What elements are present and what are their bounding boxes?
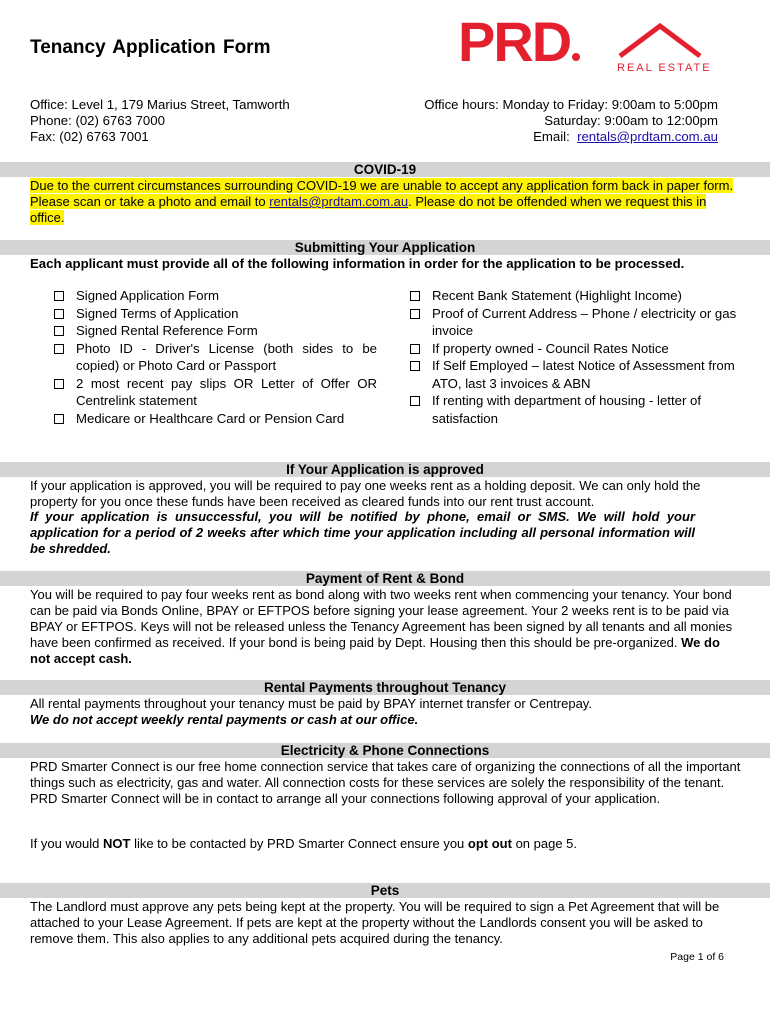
checklist-item: Signed Rental Reference Form	[52, 322, 377, 340]
checklist-item: Signed Application Form	[52, 287, 377, 305]
checklist-item: Recent Bank Statement (Highlight Income)	[408, 287, 738, 305]
checkbox-icon[interactable]	[410, 396, 420, 406]
roof-icon	[618, 22, 702, 60]
email-link[interactable]: rentals@prdtam.com.au	[577, 129, 718, 144]
office-contact	[30, 97, 290, 145]
electricity-text: PRD Smarter Connect is our free home connection service that takes care of organizing the connections of all the important things such as electricity, gas and water. All connection costs for these services are solely the responsibility of the tenant. PRD Smarter Connect will be in contact to arrange all your connections following approval of your application.	[30, 759, 741, 806]
hours-weekday: Office hours: Monday to Friday: 9:00am to 5:00pm	[424, 97, 718, 112]
submitting-intro: Each applicant must provide all of the following information in order for the application to be processed.	[30, 256, 685, 271]
checklist-item: If property owned - Council Rates Notice	[408, 340, 738, 358]
approved-heading: If Your Application is approved	[0, 462, 770, 477]
checklist-item: Photo ID - Driver's License (both sides to be copied) or Photo Card or Passport	[52, 340, 377, 375]
checkbox-icon[interactable]	[54, 379, 64, 389]
checkbox-icon[interactable]	[54, 344, 64, 354]
checklist-item: 2 most recent pay slips OR Letter of Offer OR Centrelink statement	[52, 375, 377, 410]
payment-body	[30, 587, 742, 667]
checkbox-icon[interactable]	[410, 291, 420, 301]
covid-email-link[interactable]: rentals@prdtam.com.au	[269, 194, 409, 209]
checkbox-icon[interactable]	[410, 309, 420, 319]
checkbox-icon[interactable]	[410, 361, 420, 371]
checklist-item: If renting with department of housing - letter of satisfaction	[408, 392, 738, 427]
payment-text: You will be required to pay four weeks rent as bond along with two weeks rent when commencing your tenancy. Your bond can be paid via Bonds Online, BPAY or EFTPOS before signing your lease agreement. Your 2 weeks rent is to be paid via BPAY or EFTPOS. Keys will not be released unless the Tenancy Agreement has been signed by all tenants and all monies have been confirmed as received. If your bond is being paid by Dept. Housing then this should be pre-organized.	[30, 587, 733, 650]
hours-saturday: Saturday: 9:00am to 12:00pm	[544, 113, 718, 128]
logo-text: PRD	[458, 10, 571, 73]
covid-text-1: Due to the current circumstances surrounding COVID-19 we are unable to accept any application form back in paper form. Please scan or take a photo and email to	[30, 178, 734, 209]
checklist-item: Signed Terms of Application	[52, 305, 377, 323]
logo-dot	[572, 53, 580, 61]
electricity-heading: Electricity & Phone Connections	[0, 743, 770, 758]
office-address: Office: Level 1, 179 Marius Street, Tamworth	[30, 97, 290, 112]
rental-heading: Rental Payments throughout Tenancy	[0, 680, 770, 695]
office-phone: Phone: (02) 6763 7000	[30, 113, 165, 128]
submitting-heading: Submitting Your Application	[0, 240, 770, 255]
checkbox-icon[interactable]	[54, 291, 64, 301]
checkbox-icon[interactable]	[54, 326, 64, 336]
page-number: Page 1 of 6	[670, 951, 724, 963]
checkbox-icon[interactable]	[54, 414, 64, 424]
optout-label: opt out	[467, 836, 512, 851]
rental-warning: We do not accept weekly rental payments or cash at our office.	[30, 712, 419, 727]
checklist-item: Medicare or Healthcare Card or Pension Card	[52, 410, 377, 428]
pets-heading: Pets	[0, 883, 770, 898]
rental-text: All rental payments throughout your tenancy must be paid by BPAY internet transfer or Centrepay.	[30, 696, 592, 711]
prd-logo	[458, 10, 580, 73]
logo-subtitle: REAL ESTATE	[617, 62, 712, 74]
electricity-optout: If you would NOT like to be contacted by PRD Smarter Connect ensure you opt out on page 5.	[30, 836, 578, 851]
pets-text: The Landlord must approve any pets being kept at the property. You will be required to sign a Pet Agreement that will be attached to your Lease Agreement. If pets are kept at the property without the Landlords consent you will be asked to remove them. This also applies to any additional pets acquired during the tenancy.	[30, 899, 720, 946]
checklist-right	[408, 287, 738, 427]
page-title: Tenancy Application Form	[30, 37, 271, 58]
payment-no-cash: We do not accept cash.	[30, 635, 720, 666]
checklist-item: Proof of Current Address – Phone / electricity or gas invoice	[408, 305, 738, 340]
email-label: Email:	[533, 129, 570, 144]
checklist-left	[52, 287, 377, 427]
checkbox-icon[interactable]	[410, 344, 420, 354]
office-hours	[424, 97, 718, 145]
checklist-item: If Self Employed – latest Notice of Assessment from ATO, last 3 invoices & ABN	[408, 357, 738, 392]
approved-warning: If your application is unsuccessful, you will be notified by phone, email or SMS. We will hold your application for a period of 2 weeks after which time your application including all personal information will be shredded.	[30, 509, 695, 556]
office-fax: Fax: (02) 6763 7001	[30, 129, 149, 144]
covid-text-2: . Please do not be offended when we request this in office.	[30, 194, 707, 225]
payment-heading: Payment of Rent & Bond	[0, 571, 770, 586]
approved-text: If your application is approved, you will be required to pay one weeks rent as a holding deposit. We can only hold the property for you once these funds have been received as cleared funds into our rent trust account.	[30, 478, 701, 509]
checkbox-icon[interactable]	[54, 309, 64, 319]
covid-notice	[30, 178, 740, 226]
covid-heading: COVID-19	[0, 162, 770, 177]
email-line	[424, 129, 718, 145]
